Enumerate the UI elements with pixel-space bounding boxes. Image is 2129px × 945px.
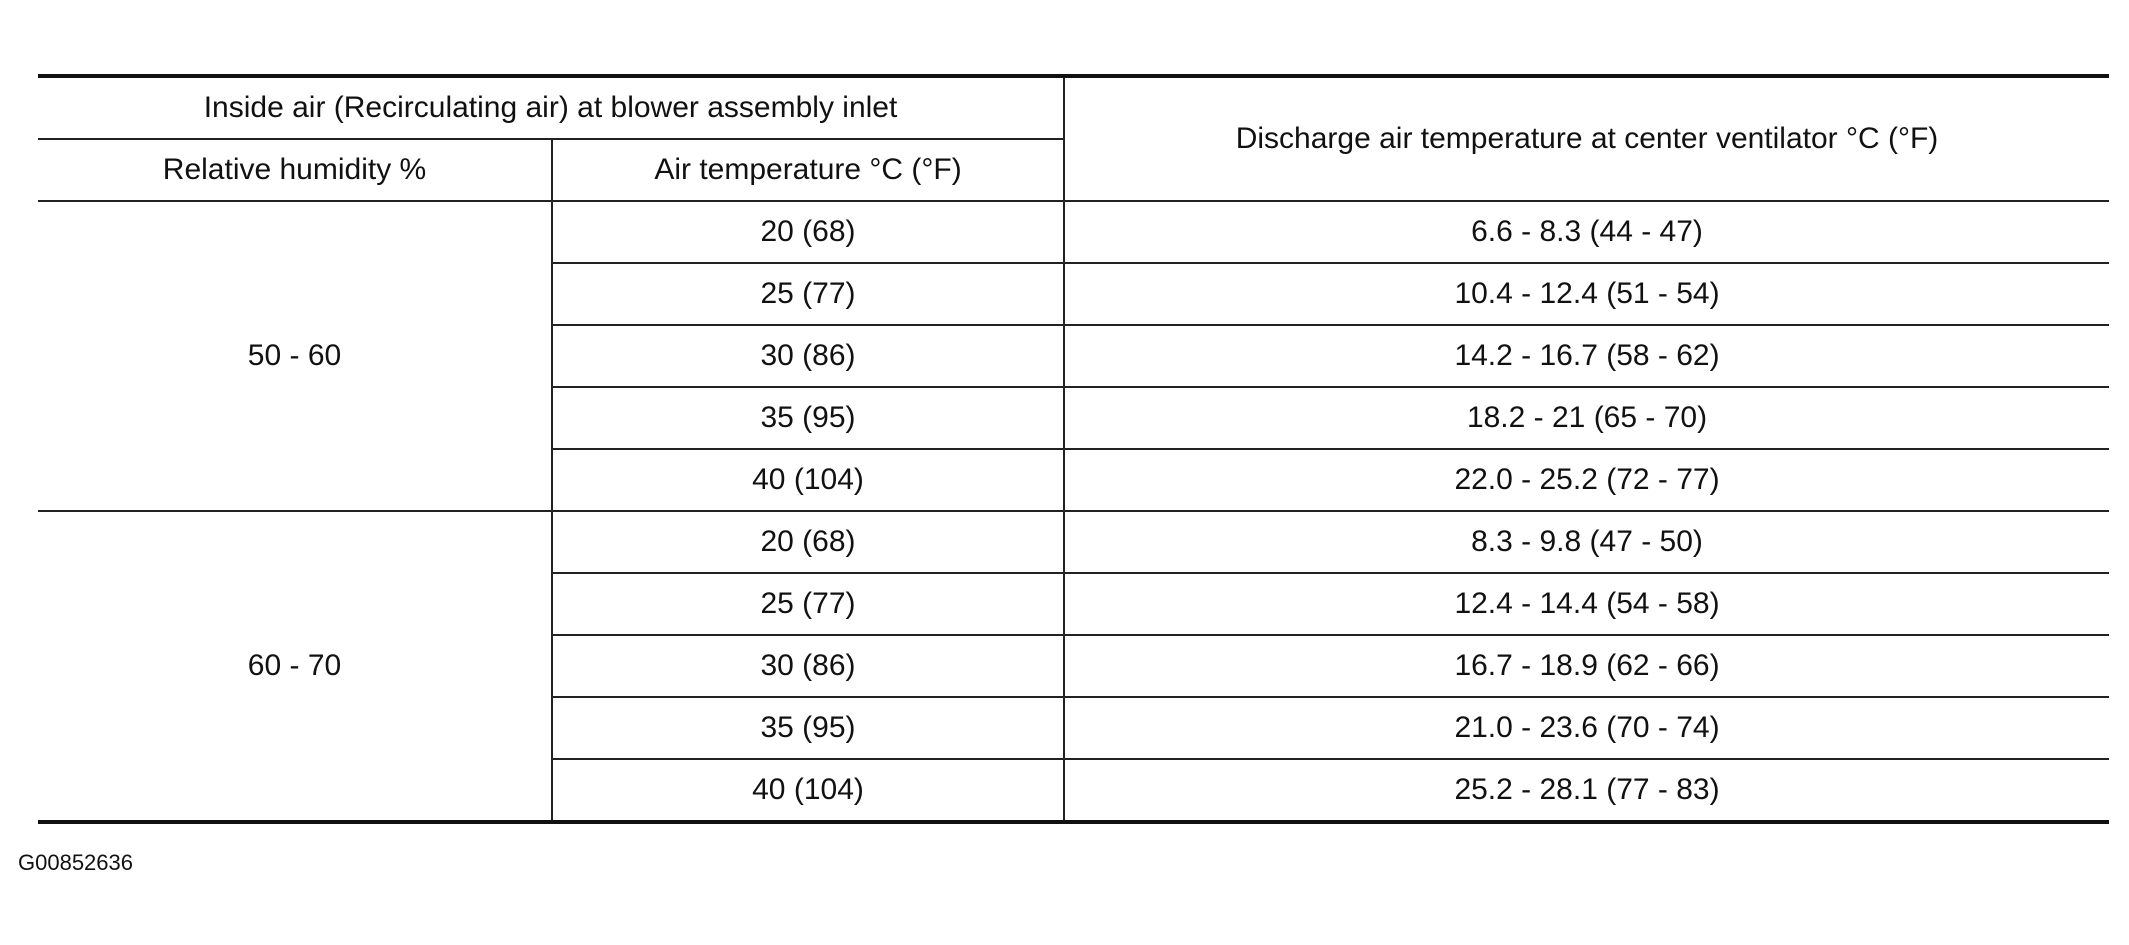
- air-temp-cell: 35 (95): [552, 387, 1064, 449]
- air-temp-cell: 25 (77): [552, 573, 1064, 635]
- air-temp-cell: 40 (104): [552, 759, 1064, 822]
- performance-spec-table: [38, 74, 2109, 824]
- figure-id-label: G00852636: [18, 850, 133, 875]
- discharge-temp-cell: 8.3 - 9.8 (47 - 50): [1064, 511, 2109, 573]
- humidity-header: Relative humidity %: [38, 139, 552, 201]
- air-temp-cell: 20 (68): [552, 511, 1064, 573]
- air-temp-cell: 25 (77): [552, 263, 1064, 325]
- discharge-temp-cell: 21.0 - 23.6 (70 - 74): [1064, 697, 2109, 759]
- air-temp-cell: 40 (104): [552, 449, 1064, 511]
- discharge-temp-cell: 14.2 - 16.7 (58 - 62): [1064, 325, 2109, 387]
- discharge-temp-cell: 22.0 - 25.2 (72 - 77): [1064, 449, 2109, 511]
- table-row: [38, 511, 2109, 573]
- air-temp-header: Air temperature °C (°F): [552, 139, 1064, 201]
- air-temp-cell: 20 (68): [552, 201, 1064, 263]
- inside-air-group-header: Inside air (Recirculating air) at blower assembly inlet: [38, 76, 1064, 139]
- discharge-temp-cell: 25.2 - 28.1 (77 - 83): [1454, 773, 1720, 806]
- air-temp-cell: 30 (86): [552, 635, 1064, 697]
- discharge-temp-cell: 6.6 - 8.3 (44 - 47): [1064, 201, 2109, 263]
- discharge-temp-cell: 12.4 - 14.4 (54 - 58): [1064, 573, 2109, 635]
- air-temp-cell: 35 (95): [552, 697, 1064, 759]
- discharge-temp-cell: 18.2 - 21 (65 - 70): [1064, 387, 2109, 449]
- discharge-temp-cell: 10.4 - 12.4 (51 - 54): [1064, 263, 2109, 325]
- discharge-temp-cell: 16.7 - 18.9 (62 - 66): [1064, 635, 2109, 697]
- discharge-temp-header: Discharge air temperature at center ventilator °C (°F): [1064, 76, 2109, 201]
- table-row: [38, 201, 2109, 263]
- air-temp-cell: 30 (86): [552, 325, 1064, 387]
- humidity-cell: 50 - 60: [38, 201, 552, 511]
- humidity-cell: 60 - 70: [38, 511, 552, 822]
